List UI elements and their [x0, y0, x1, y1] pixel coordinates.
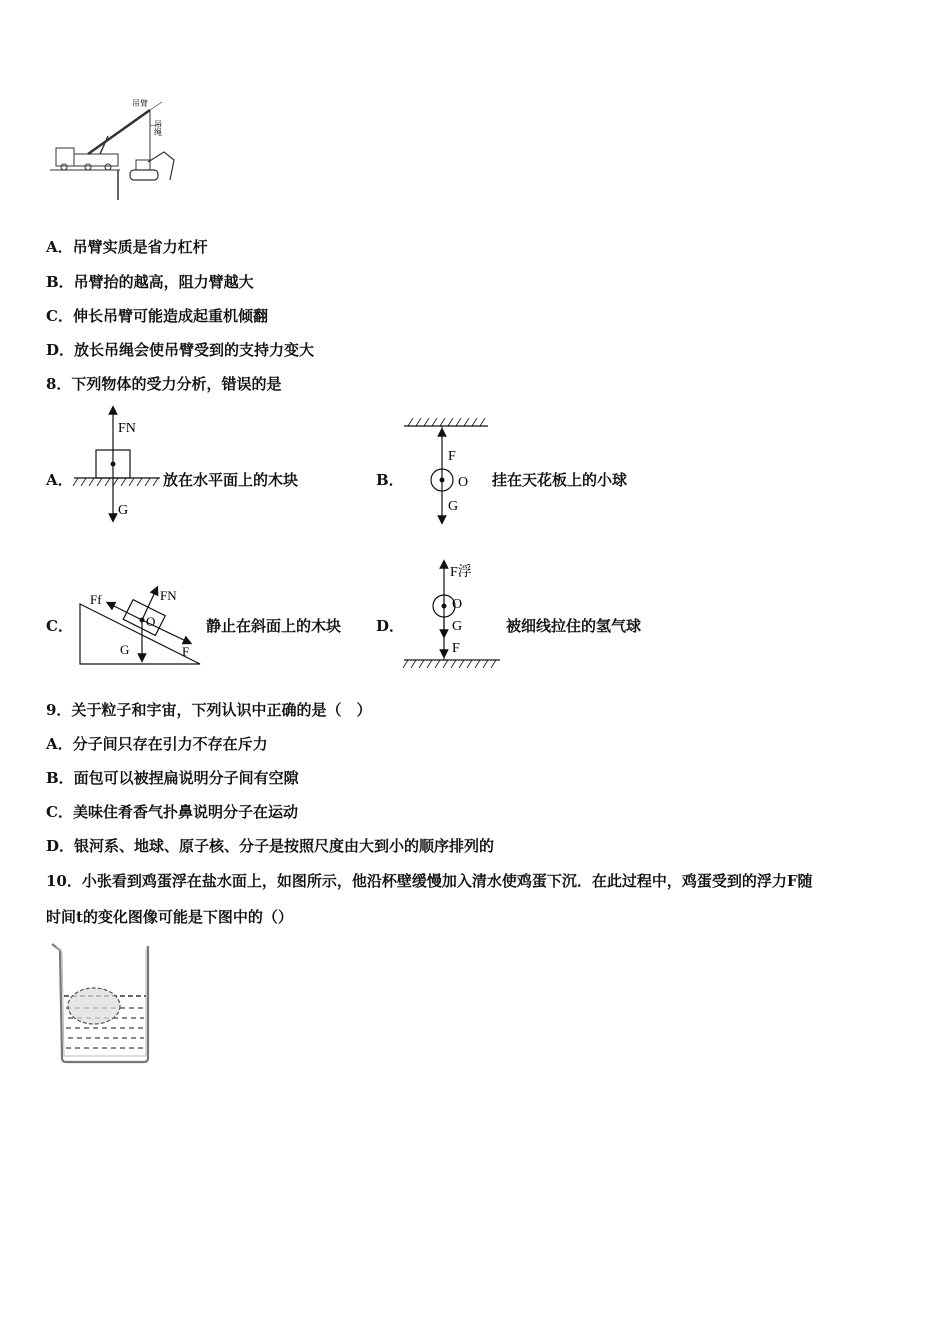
- force-label-f: F: [182, 644, 190, 659]
- q9-option-d: D．银河系、地球、原子核、分子是按照尺度由大到小的顺序排列的: [46, 837, 495, 855]
- q9-stem: 9．关于粒子和宇宙，下列认识中正确的是（ ）: [46, 701, 372, 719]
- q8-option-c-caption: 静止在斜面上的木块: [206, 617, 342, 635]
- force-label-f-buoyancy: F浮: [450, 565, 472, 580]
- q8-option-d-letter: D．: [376, 617, 405, 635]
- q8-option-c-letter: C．: [46, 617, 73, 635]
- q8-stem: 8．下列物体的受力分析，错误的是: [46, 375, 282, 393]
- q9-option-a: A．分子间只存在引力不存在斥力: [46, 735, 268, 753]
- q7-option-a: A．吊臂实质是省力杠杆: [46, 238, 208, 256]
- q8-option-b-letter: B．: [376, 471, 404, 489]
- q8-figure-d: [402, 558, 506, 668]
- q9-option-c: C．美味住肴香气扑鼻说明分子在运动: [46, 803, 298, 821]
- force-label-g: G: [120, 642, 130, 657]
- force-label-f: F: [448, 449, 456, 464]
- force-label-fn: FN: [160, 588, 177, 603]
- force-label-f: F: [452, 641, 460, 656]
- force-label-fn: FN: [118, 421, 136, 436]
- q8-option-d-caption: 被细线拉住的氢气球: [506, 617, 642, 635]
- rope-label: 吊绳: [153, 120, 163, 136]
- q8-option-b-caption: 挂在天花板上的小球: [492, 471, 628, 489]
- q7-option-d: D．放长吊绳会使吊臂受到的支持力变大: [46, 341, 315, 359]
- q7-option-b: B．吊臂抬的越高，阻力臂越大: [46, 273, 254, 291]
- q7-option-c: C．伸长吊臂可能造成起重机倾翻: [46, 307, 268, 325]
- q9-option-b: B．面包可以被捏扁说明分子间有空隙: [46, 769, 299, 787]
- q8-figure-b: [402, 418, 490, 524]
- force-label-g: G: [452, 619, 463, 634]
- force-label-g: G: [448, 499, 459, 514]
- force-label-g: G: [118, 503, 129, 518]
- force-label-ff: Ff: [90, 592, 102, 607]
- q8-figure-c: [76, 578, 204, 668]
- q8-option-a-letter: A．: [46, 471, 73, 489]
- q10-stem-line1: 10．小张看到鸡蛋浮在盐水面上，如图所示，他沿杯壁缓慢加入清水使鸡蛋下沉．在此过程中，鸡蛋受到的浮力F随: [46, 872, 813, 890]
- q8-figure-a: [72, 400, 162, 524]
- q10-stem-line2: 时间t的变化图像可能是下图中的（）: [46, 908, 293, 926]
- center-label-o: O: [458, 475, 469, 490]
- q8-option-a-caption: 放在水平面上的木块: [163, 471, 299, 489]
- boom-label: 吊臂: [132, 99, 148, 108]
- center-label-o: O: [452, 597, 463, 612]
- crane-figure: [48, 96, 188, 200]
- beaker-egg-figure: [48, 940, 158, 1066]
- center-label-o: O: [146, 614, 156, 629]
